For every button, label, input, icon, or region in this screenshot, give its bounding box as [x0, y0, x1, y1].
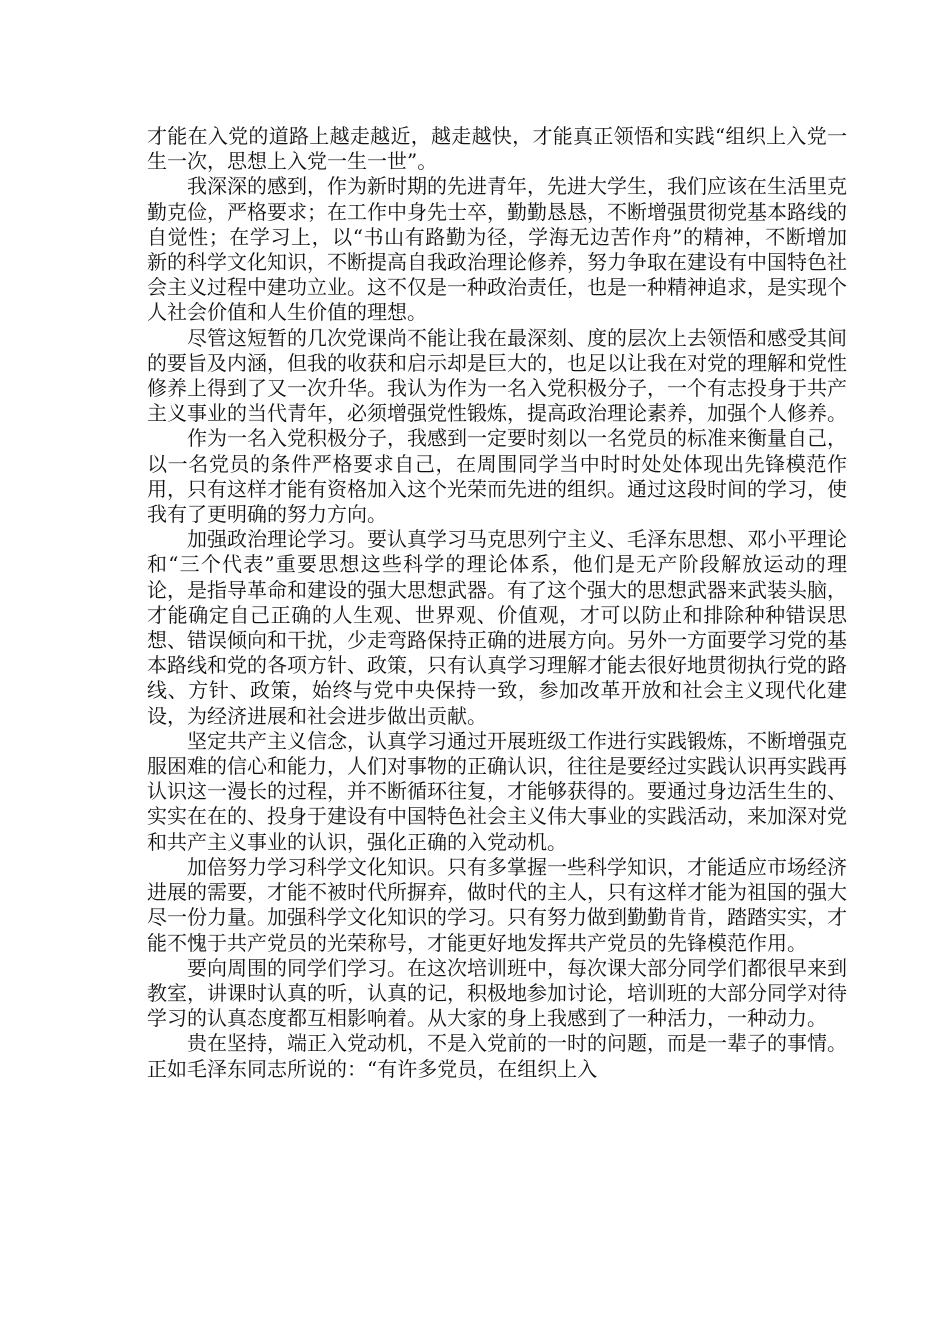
document-body: [147, 124, 847, 1082]
paragraph-5: 加强政治理论学习。要认真学习马克思列宁主义、毛泽东思想、邓小平理论和“三个代表”重要思想这些科学的理论体系，他们是无产阶段解放运动的理论，是指导革命和建设的强大思想武器。有了这个强大的思想武器来武装头脑，才能确定自己正确的人生观、世界观、价值观，才可以防止和排除种种错误思想、错误倾向和干扰，少走弯路保持正确的进展方向。另外一方面要学习党的基本路线和党的各项方针、政策，只有认真学习理解才能去很好地贯彻执行党的路线、方针、政策，始终与党中央保持一致，参加改革开放和社会主义现代化建设，为经济进展和社会进步做出贡献。: [147, 527, 847, 728]
paragraph-2: 我深深的感到，作为新时期的先进青年，先进大学生，我们应该在生活里克勤克俭，严格要求；在工作中身先士卒，勤勤恳恳，不断增强贯彻党基本路线的自觉性；在学习上，以“书山有路勤为径，学海无边苦作舟”的精神，不断增加新的科学文化知识，不断提高自我政治理论修养，努力争取在建设有中国特色社会主义过程中建功立业。这不仅是一种政治责任，也是一种精神追求，是实现个人社会价值和人生价值的理想。: [147, 174, 847, 325]
paragraph-6: 坚定共产主义信念，认真学习通过开展班级工作进行实践锻炼，不断增强克服困难的信心和能力，人们对事物的正确认识，往往是要经过实践认识再实践再认识这一漫长的过程，并不断循环往复，才能够获得的。要通过身边活生生的、实实在在的、投身于建设有中国特色社会主义伟大事业的实践活动，来加深对党和共产主义事业的认识，强化正确的入党动机。: [147, 728, 847, 854]
paragraph-9: 贵在坚持，端正入党动机，不是入党前的一时的问题，而是一辈子的事情。正如毛泽东同志所说的：“有许多党员，在组织上入: [147, 1031, 847, 1081]
paragraph-3: 尽管这短暂的几次党课尚不能让我在最深刻、度的层次上去领悟和感受其间的要旨及内涵，但我的收获和启示却是巨大的，也足以让我在对党的理解和党性修养上得到了又一次升华。我认为作为一名入党积极分子，一个有志投身于共产主义事业的当代青年，必须增强党性锻炼，提高政治理论素养，加强个人修养。: [147, 325, 847, 426]
paragraph-7: 加倍努力学习科学文化知识。只有多掌握一些科学知识，才能适应市场经济进展的需要，才能不被时代所摒弃，做时代的主人，只有这样才能为祖国的强大尽一份力量。加强科学文化知识的学习。只有努力做到勤勤肯肯，踏踏实实，才能不愧于共产党员的光荣称号，才能更好地发挥共产党员的先锋模范作用。: [147, 854, 847, 955]
paragraph-1: 才能在入党的道路上越走越近，越走越快，才能真正领悟和实践“组织上入党一生一次，思想上入党一生一世”。: [147, 124, 847, 174]
paragraph-8: 要向周围的同学们学习。在这次培训班中，每次课大部分同学们都很早来到教室，讲课时认真的听，认真的记，积极地参加讨论，培训班的大部分同学对待学习的认真态度都互相影响着。从大家的身上我感到了一种活力，一种动力。: [147, 955, 847, 1031]
paragraph-4: 作为一名入党积极分子，我感到一定要时刻以一名党员的标准来衡量自己，以一名党员的条件严格要求自己，在周围同学当中时时处处体现出先锋模范作用，只有这样才能有资格加入这个光荣而先进的组织。通过这段时间的学习，使我有了更明确的努力方向。: [147, 426, 847, 527]
